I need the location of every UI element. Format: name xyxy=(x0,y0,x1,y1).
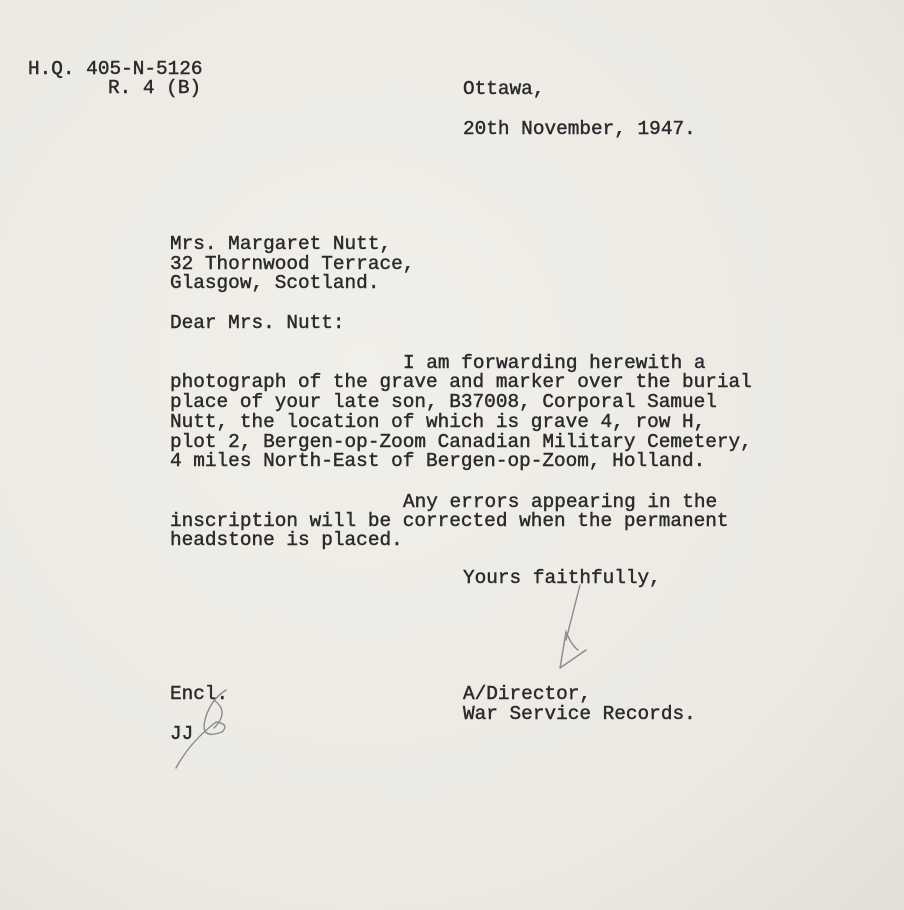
body-line: I am forwarding herewith a xyxy=(403,352,706,374)
recipient-street: 32 Thornwood Terrace, xyxy=(170,253,415,275)
signature-initial xyxy=(560,585,586,668)
section-reference: R. 4 (B) xyxy=(108,77,202,99)
body-line: Any errors appearing in the xyxy=(403,491,718,513)
body-line: photograph of the grave and marker over the burial xyxy=(170,371,752,393)
body-line: Nutt, the location of which is grave 4, row H, xyxy=(170,411,706,433)
place: Ottawa, xyxy=(463,78,545,100)
signatory-office: War Service Records. xyxy=(463,703,696,725)
body-line: headstone is placed. xyxy=(170,529,403,551)
handwritten-initials xyxy=(176,690,226,768)
body-line: place of your late son, B37008, Corporal Samuel xyxy=(170,391,717,413)
enclosure-note: Encl. xyxy=(170,683,229,705)
closing: Yours faithfully, xyxy=(463,567,661,589)
salutation: Dear Mrs. Nutt: xyxy=(170,312,345,334)
recipient-name: Mrs. Margaret Nutt, xyxy=(170,233,392,255)
date: 20th November, 1947. xyxy=(463,118,696,140)
signatory-title: A/Director, xyxy=(463,683,591,705)
body-line: plot 2, Bergen-op-Zoom Canadian Military Cemetery, xyxy=(170,431,752,453)
file-reference: H.Q. 405-N-5126 xyxy=(28,58,203,80)
recipient-city: Glasgow, Scotland. xyxy=(170,272,380,294)
body-line: 4 miles North-East of Bergen-op-Zoom, Holland. xyxy=(170,450,706,472)
body-line: inscription will be corrected when the permanent xyxy=(170,510,729,532)
typist-initials: JJ xyxy=(170,723,194,745)
